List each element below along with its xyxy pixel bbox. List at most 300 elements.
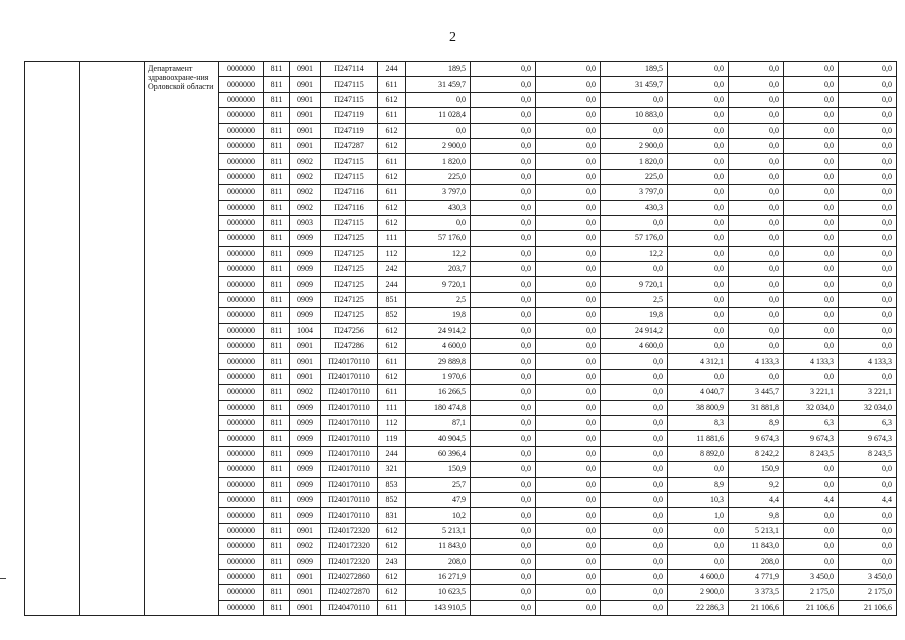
cell-total: 12,2 xyxy=(406,246,471,261)
cell-year-2: 0,0 xyxy=(729,138,784,153)
cell-total: 143 910,5 xyxy=(406,600,471,615)
cell-year-1: 0,0 xyxy=(668,108,729,123)
cell-total: 1 970,6 xyxy=(406,369,471,384)
cell-section-code: 0909 xyxy=(290,308,321,323)
cell-local: 57 176,0 xyxy=(601,231,668,246)
cell-local: 0,0 xyxy=(601,569,668,584)
cell-local: 0,0 xyxy=(601,92,668,107)
cell-local: 0,0 xyxy=(601,400,668,415)
cell-article-code: П247125 xyxy=(321,277,378,292)
cell-year-2: 4,4 xyxy=(729,492,784,507)
cell-year-3: 0,0 xyxy=(784,62,839,77)
cell-year-4: 0,0 xyxy=(839,339,897,354)
cell-local: 0,0 xyxy=(601,262,668,277)
cell-local: 1 820,0 xyxy=(601,154,668,169)
cell-year-3: 0,0 xyxy=(784,308,839,323)
cell-year-3: 3 450,0 xyxy=(784,569,839,584)
cell-target-code: 0000000 xyxy=(219,308,264,323)
cell-ministry-code: 811 xyxy=(264,200,290,215)
cell-year-4: 0,0 xyxy=(839,477,897,492)
cell-target-code: 0000000 xyxy=(219,169,264,184)
cell-year-3: 0,0 xyxy=(784,246,839,261)
cell-local: 3 797,0 xyxy=(601,185,668,200)
cell-year-2: 0,0 xyxy=(729,62,784,77)
cell-year-2: 0,0 xyxy=(729,308,784,323)
cell-total: 60 396,4 xyxy=(406,446,471,461)
cell-year-4: 0,0 xyxy=(839,508,897,523)
cell-article-code: П240170110 xyxy=(321,462,378,477)
cell-year-2: 150,9 xyxy=(729,462,784,477)
cell-year-2: 3 445,7 xyxy=(729,385,784,400)
cell-year-2: 9,8 xyxy=(729,508,784,523)
cell-year-3: 0,0 xyxy=(784,462,839,477)
cell-ministry-code: 811 xyxy=(264,231,290,246)
cell-regional-prev: 0,0 xyxy=(536,354,601,369)
cell-target-code: 0000000 xyxy=(219,185,264,200)
cell-target-code: 0000000 xyxy=(219,231,264,246)
cell-year-2: 0,0 xyxy=(729,77,784,92)
cell-section-code: 0901 xyxy=(290,108,321,123)
cell-regional-prev: 0,0 xyxy=(536,308,601,323)
cell-article-code: П240170110 xyxy=(321,415,378,430)
cell-ministry-code: 811 xyxy=(264,508,290,523)
cell-regional-prev: 0,0 xyxy=(536,108,601,123)
cell-section-code: 0909 xyxy=(290,492,321,507)
cell-federal: 0,0 xyxy=(471,431,536,446)
cell-article-code: П240170110 xyxy=(321,431,378,446)
cell-regional-prev: 0,0 xyxy=(536,492,601,507)
cell-year-1: 0,0 xyxy=(668,339,729,354)
cell-section-code: 0901 xyxy=(290,569,321,584)
cell-ministry-code: 811 xyxy=(264,523,290,538)
cell-local: 0,0 xyxy=(601,415,668,430)
cell-year-3: 0,0 xyxy=(784,523,839,538)
cell-total: 57 176,0 xyxy=(406,231,471,246)
cell-year-2: 4 771,9 xyxy=(729,569,784,584)
cell-regional-prev: 0,0 xyxy=(536,385,601,400)
cell-year-1: 0,0 xyxy=(668,262,729,277)
cell-regional-prev: 0,0 xyxy=(536,400,601,415)
cell-ministry-code: 811 xyxy=(264,77,290,92)
cell-expense-type: 612 xyxy=(378,339,406,354)
cell-year-3: 0,0 xyxy=(784,200,839,215)
cell-year-4: 0,0 xyxy=(839,323,897,338)
cell-ministry-code: 811 xyxy=(264,415,290,430)
cell-article-code: П247116 xyxy=(321,200,378,215)
cell-regional-prev: 0,0 xyxy=(536,62,601,77)
cell-target-code: 0000000 xyxy=(219,339,264,354)
cell-article-code: П247119 xyxy=(321,108,378,123)
cell-year-2: 3 373,5 xyxy=(729,585,784,600)
cell-local: 2 900,0 xyxy=(601,138,668,153)
cell-year-3: 0,0 xyxy=(784,123,839,138)
cell-target-code: 0000000 xyxy=(219,62,264,77)
cell-ministry-code: 811 xyxy=(264,169,290,184)
cell-year-1: 0,0 xyxy=(668,77,729,92)
cell-year-3: 4 133,3 xyxy=(784,354,839,369)
cell-federal: 0,0 xyxy=(471,385,536,400)
cell-federal: 0,0 xyxy=(471,446,536,461)
cell-regional-prev: 0,0 xyxy=(536,215,601,230)
cell-year-2: 9 674,3 xyxy=(729,431,784,446)
cell-target-code: 0000000 xyxy=(219,154,264,169)
cell-total: 10 623,5 xyxy=(406,585,471,600)
cell-year-2: 0,0 xyxy=(729,108,784,123)
cell-regional-prev: 0,0 xyxy=(536,92,601,107)
cell-section-code: 0909 xyxy=(290,292,321,307)
cell-local: 9 720,1 xyxy=(601,277,668,292)
cell-regional-prev: 0,0 xyxy=(536,277,601,292)
cell-federal: 0,0 xyxy=(471,354,536,369)
cell-year-4: 0,0 xyxy=(839,539,897,554)
cell-total: 87,1 xyxy=(406,415,471,430)
cell-federal: 0,0 xyxy=(471,492,536,507)
cell-year-2: 0,0 xyxy=(729,231,784,246)
cell-expense-type: 612 xyxy=(378,169,406,184)
cell-ministry-code: 811 xyxy=(264,539,290,554)
cell-year-4: 8 243,5 xyxy=(839,446,897,461)
cell-article-code: П247114 xyxy=(321,62,378,77)
cell-total: 0,0 xyxy=(406,92,471,107)
cell-year-4: 2 175,0 xyxy=(839,585,897,600)
cell-federal: 0,0 xyxy=(471,415,536,430)
cell-year-4: 0,0 xyxy=(839,292,897,307)
cell-regional-prev: 0,0 xyxy=(536,415,601,430)
cell-regional-prev: 0,0 xyxy=(536,462,601,477)
cell-year-1: 0,0 xyxy=(668,292,729,307)
cell-local: 0,0 xyxy=(601,462,668,477)
cell-ministry-code: 811 xyxy=(264,354,290,369)
cell-expense-type: 612 xyxy=(378,138,406,153)
cell-year-1: 1,0 xyxy=(668,508,729,523)
cell-year-3: 0,0 xyxy=(784,169,839,184)
cell-regional-prev: 0,0 xyxy=(536,77,601,92)
cell-year-4: 6,3 xyxy=(839,415,897,430)
cell-year-4: 3 450,0 xyxy=(839,569,897,584)
cell-federal: 0,0 xyxy=(471,477,536,492)
cell-year-1: 0,0 xyxy=(668,369,729,384)
cell-year-1: 4 312,1 xyxy=(668,354,729,369)
cell-total: 203,7 xyxy=(406,262,471,277)
cell-target-code: 0000000 xyxy=(219,523,264,538)
cell-article-code: П247256 xyxy=(321,323,378,338)
cell-year-1: 0,0 xyxy=(668,323,729,338)
cell-local: 430,3 xyxy=(601,200,668,215)
cell-year-1: 11 881,6 xyxy=(668,431,729,446)
cell-year-4: 3 221,1 xyxy=(839,385,897,400)
cell-federal: 0,0 xyxy=(471,154,536,169)
cell-year-2: 8,9 xyxy=(729,415,784,430)
cell-regional-prev: 0,0 xyxy=(536,123,601,138)
cell-year-3: 0,0 xyxy=(784,92,839,107)
cell-target-code: 0000000 xyxy=(219,400,264,415)
cell-section-code: 0901 xyxy=(290,62,321,77)
cell-expense-type: 852 xyxy=(378,308,406,323)
cell-year-3: 0,0 xyxy=(784,539,839,554)
cell-total: 5 213,1 xyxy=(406,523,471,538)
cell-section-code: 0909 xyxy=(290,462,321,477)
cell-regional-prev: 0,0 xyxy=(536,569,601,584)
cell-year-1: 0,0 xyxy=(668,231,729,246)
cell-year-2: 0,0 xyxy=(729,323,784,338)
cell-regional-prev: 0,0 xyxy=(536,246,601,261)
cell-year-2: 8 242,2 xyxy=(729,446,784,461)
cell-regional-prev: 0,0 xyxy=(536,523,601,538)
cell-ministry-code: 811 xyxy=(264,277,290,292)
cell-article-code: П240170110 xyxy=(321,492,378,507)
cell-federal: 0,0 xyxy=(471,277,536,292)
cell-local: 0,0 xyxy=(601,523,668,538)
cell-year-1: 0,0 xyxy=(668,308,729,323)
cell-ministry-code: 811 xyxy=(264,446,290,461)
cell-ministry-code: 811 xyxy=(264,369,290,384)
cell-year-4: 0,0 xyxy=(839,231,897,246)
cell-section-code: 0909 xyxy=(290,415,321,430)
cell-target-code: 0000000 xyxy=(219,354,264,369)
cell-expense-type: 112 xyxy=(378,246,406,261)
cell-local: 4 600,0 xyxy=(601,339,668,354)
cell-expense-type: 612 xyxy=(378,523,406,538)
cell-year-2: 0,0 xyxy=(729,200,784,215)
cell-article-code: П240172320 xyxy=(321,523,378,538)
cell-federal: 0,0 xyxy=(471,554,536,569)
cell-expense-type: 831 xyxy=(378,508,406,523)
cell-expense-type: 612 xyxy=(378,92,406,107)
cell-total: 1 820,0 xyxy=(406,154,471,169)
cell-year-2: 0,0 xyxy=(729,292,784,307)
cell-local: 31 459,7 xyxy=(601,77,668,92)
cell-year-4: 0,0 xyxy=(839,185,897,200)
cell-total: 2,5 xyxy=(406,292,471,307)
cell-year-4: 0,0 xyxy=(839,554,897,569)
page-number: 2 xyxy=(449,30,456,45)
cell-local: 0,0 xyxy=(601,508,668,523)
cell-regional-prev: 0,0 xyxy=(536,138,601,153)
cell-target-code: 0000000 xyxy=(219,539,264,554)
cell-section-code: 0909 xyxy=(290,262,321,277)
cell-target-code: 0000000 xyxy=(219,477,264,492)
cell-year-1: 0,0 xyxy=(668,138,729,153)
cell-regional-prev: 0,0 xyxy=(536,292,601,307)
cell-local: 2,5 xyxy=(601,292,668,307)
cell-target-code: 0000000 xyxy=(219,246,264,261)
cell-total: 31 459,7 xyxy=(406,77,471,92)
cell-federal: 0,0 xyxy=(471,92,536,107)
cell-year-2: 0,0 xyxy=(729,169,784,184)
cell-year-4: 9 674,3 xyxy=(839,431,897,446)
cell-total: 9 720,1 xyxy=(406,277,471,292)
cell-federal: 0,0 xyxy=(471,369,536,384)
cell-total: 16 271,9 xyxy=(406,569,471,584)
cell-regional-prev: 0,0 xyxy=(536,369,601,384)
cell-target-code: 0000000 xyxy=(219,385,264,400)
cell-article-code: П247125 xyxy=(321,262,378,277)
cell-section-code: 0902 xyxy=(290,185,321,200)
cell-year-3: 0,0 xyxy=(784,215,839,230)
cell-year-1: 0,0 xyxy=(668,462,729,477)
cell-article-code: П240170110 xyxy=(321,400,378,415)
cell-year-2: 0,0 xyxy=(729,369,784,384)
margin-mark xyxy=(0,578,6,579)
cell-article-code: П247125 xyxy=(321,246,378,261)
cell-year-1: 0,0 xyxy=(668,523,729,538)
cell-target-code: 0000000 xyxy=(219,215,264,230)
cell-regional-prev: 0,0 xyxy=(536,446,601,461)
cell-regional-prev: 0,0 xyxy=(536,154,601,169)
cell-local: 0,0 xyxy=(601,600,668,615)
cell-regional-prev: 0,0 xyxy=(536,200,601,215)
cell-total: 0,0 xyxy=(406,215,471,230)
cell-ministry-code: 811 xyxy=(264,185,290,200)
cell-regional-prev: 0,0 xyxy=(536,262,601,277)
cell-federal: 0,0 xyxy=(471,262,536,277)
cell-expense-type: 243 xyxy=(378,554,406,569)
cell-section-code: 1004 xyxy=(290,323,321,338)
cell-local: 0,0 xyxy=(601,539,668,554)
cell-year-3: 0,0 xyxy=(784,323,839,338)
cell-year-3: 0,0 xyxy=(784,292,839,307)
cell-section-code: 0909 xyxy=(290,246,321,261)
cell-expense-type: 244 xyxy=(378,277,406,292)
cell-year-2: 208,0 xyxy=(729,554,784,569)
cell-section-code: 0901 xyxy=(290,369,321,384)
cell-year-3: 0,0 xyxy=(784,277,839,292)
cell-section-code: 0901 xyxy=(290,77,321,92)
cell-year-4: 0,0 xyxy=(839,262,897,277)
cell-year-1: 0,0 xyxy=(668,539,729,554)
cell-federal: 0,0 xyxy=(471,292,536,307)
cell-federal: 0,0 xyxy=(471,539,536,554)
cell-year-4: 0,0 xyxy=(839,215,897,230)
cell-year-1: 22 286,3 xyxy=(668,600,729,615)
cell-year-1: 0,0 xyxy=(668,92,729,107)
cell-ministry-code: 811 xyxy=(264,323,290,338)
cell-section-code: 0909 xyxy=(290,446,321,461)
cell-section-code: 0901 xyxy=(290,600,321,615)
cell-local: 0,0 xyxy=(601,554,668,569)
cell-total: 11 843,0 xyxy=(406,539,471,554)
cell-year-4: 0,0 xyxy=(839,308,897,323)
cell-article-code: П247287 xyxy=(321,138,378,153)
cell-local: 0,0 xyxy=(601,123,668,138)
cell-ministry-code: 811 xyxy=(264,262,290,277)
cell-local: 225,0 xyxy=(601,169,668,184)
cell-federal: 0,0 xyxy=(471,569,536,584)
cell-target-code: 0000000 xyxy=(219,77,264,92)
cell-year-3: 0,0 xyxy=(784,231,839,246)
cell-federal: 0,0 xyxy=(471,138,536,153)
cell-local: 0,0 xyxy=(601,446,668,461)
cell-local: 0,0 xyxy=(601,354,668,369)
cell-total: 150,9 xyxy=(406,462,471,477)
cell-target-code: 0000000 xyxy=(219,600,264,615)
cell-year-1: 10,3 xyxy=(668,492,729,507)
cell-total: 225,0 xyxy=(406,169,471,184)
cell-year-4: 0,0 xyxy=(839,138,897,153)
cell-target-code: 0000000 xyxy=(219,369,264,384)
cell-article-code: П240272860 xyxy=(321,569,378,584)
cell-year-3: 2 175,0 xyxy=(784,585,839,600)
cell-article-code: П247286 xyxy=(321,339,378,354)
cell-year-3: 8 243,5 xyxy=(784,446,839,461)
cell-year-2: 31 881,8 xyxy=(729,400,784,415)
cell-target-code: 0000000 xyxy=(219,462,264,477)
cell-federal: 0,0 xyxy=(471,62,536,77)
cell-section-code: 0909 xyxy=(290,277,321,292)
cell-year-4: 0,0 xyxy=(839,369,897,384)
cell-regional-prev: 0,0 xyxy=(536,554,601,569)
cell-year-3: 32 034,0 xyxy=(784,400,839,415)
cell-ministry-code: 811 xyxy=(264,92,290,107)
cell-year-2: 21 106,6 xyxy=(729,600,784,615)
cell-year-3: 0,0 xyxy=(784,138,839,153)
cell-ministry-code: 811 xyxy=(264,431,290,446)
cell-total: 11 028,4 xyxy=(406,108,471,123)
cell-federal: 0,0 xyxy=(471,246,536,261)
cell-ministry-code: 811 xyxy=(264,477,290,492)
cell-ministry-code: 811 xyxy=(264,215,290,230)
cell-year-3: 0,0 xyxy=(784,108,839,123)
cell-year-1: 0,0 xyxy=(668,200,729,215)
cell-target-code: 0000000 xyxy=(219,554,264,569)
cell-federal: 0,0 xyxy=(471,508,536,523)
cell-expense-type: 244 xyxy=(378,62,406,77)
cell-ministry-code: 811 xyxy=(264,308,290,323)
cell-total: 4 600,0 xyxy=(406,339,471,354)
cell-local: 0,0 xyxy=(601,492,668,507)
cell-article-code: П247115 xyxy=(321,169,378,184)
department-name: Департамент здравоохране-ния Орловской области xyxy=(145,62,219,616)
cell-ministry-code: 811 xyxy=(264,569,290,584)
cell-total: 3 797,0 xyxy=(406,185,471,200)
budget-table xyxy=(24,61,897,616)
cell-year-1: 8,3 xyxy=(668,415,729,430)
cell-expense-type: 611 xyxy=(378,154,406,169)
cell-year-3: 0,0 xyxy=(784,508,839,523)
cell-target-code: 0000000 xyxy=(219,108,264,123)
cell-year-2: 0,0 xyxy=(729,154,784,169)
cell-article-code: П247119 xyxy=(321,123,378,138)
cell-ministry-code: 811 xyxy=(264,492,290,507)
cell-expense-type: 119 xyxy=(378,431,406,446)
cell-ministry-code: 811 xyxy=(264,154,290,169)
cell-federal: 0,0 xyxy=(471,231,536,246)
cell-total: 19,8 xyxy=(406,308,471,323)
cell-ministry-code: 811 xyxy=(264,554,290,569)
table-body xyxy=(25,62,897,616)
cell-local: 0,0 xyxy=(601,385,668,400)
cell-total: 2 900,0 xyxy=(406,138,471,153)
cell-local: 10 883,0 xyxy=(601,108,668,123)
cell-expense-type: 612 xyxy=(378,323,406,338)
cell-article-code: П240470110 xyxy=(321,600,378,615)
cell-ministry-code: 811 xyxy=(264,462,290,477)
cell-year-1: 0,0 xyxy=(668,277,729,292)
cell-section-code: 0901 xyxy=(290,123,321,138)
empty-column-1 xyxy=(25,62,80,616)
cell-year-4: 4 133,3 xyxy=(839,354,897,369)
cell-target-code: 0000000 xyxy=(219,277,264,292)
cell-ministry-code: 811 xyxy=(264,385,290,400)
cell-expense-type: 612 xyxy=(378,539,406,554)
cell-federal: 0,0 xyxy=(471,185,536,200)
cell-section-code: 0901 xyxy=(290,354,321,369)
cell-year-3: 0,0 xyxy=(784,339,839,354)
cell-year-3: 0,0 xyxy=(784,262,839,277)
cell-target-code: 0000000 xyxy=(219,123,264,138)
cell-ministry-code: 811 xyxy=(264,600,290,615)
cell-regional-prev: 0,0 xyxy=(536,477,601,492)
